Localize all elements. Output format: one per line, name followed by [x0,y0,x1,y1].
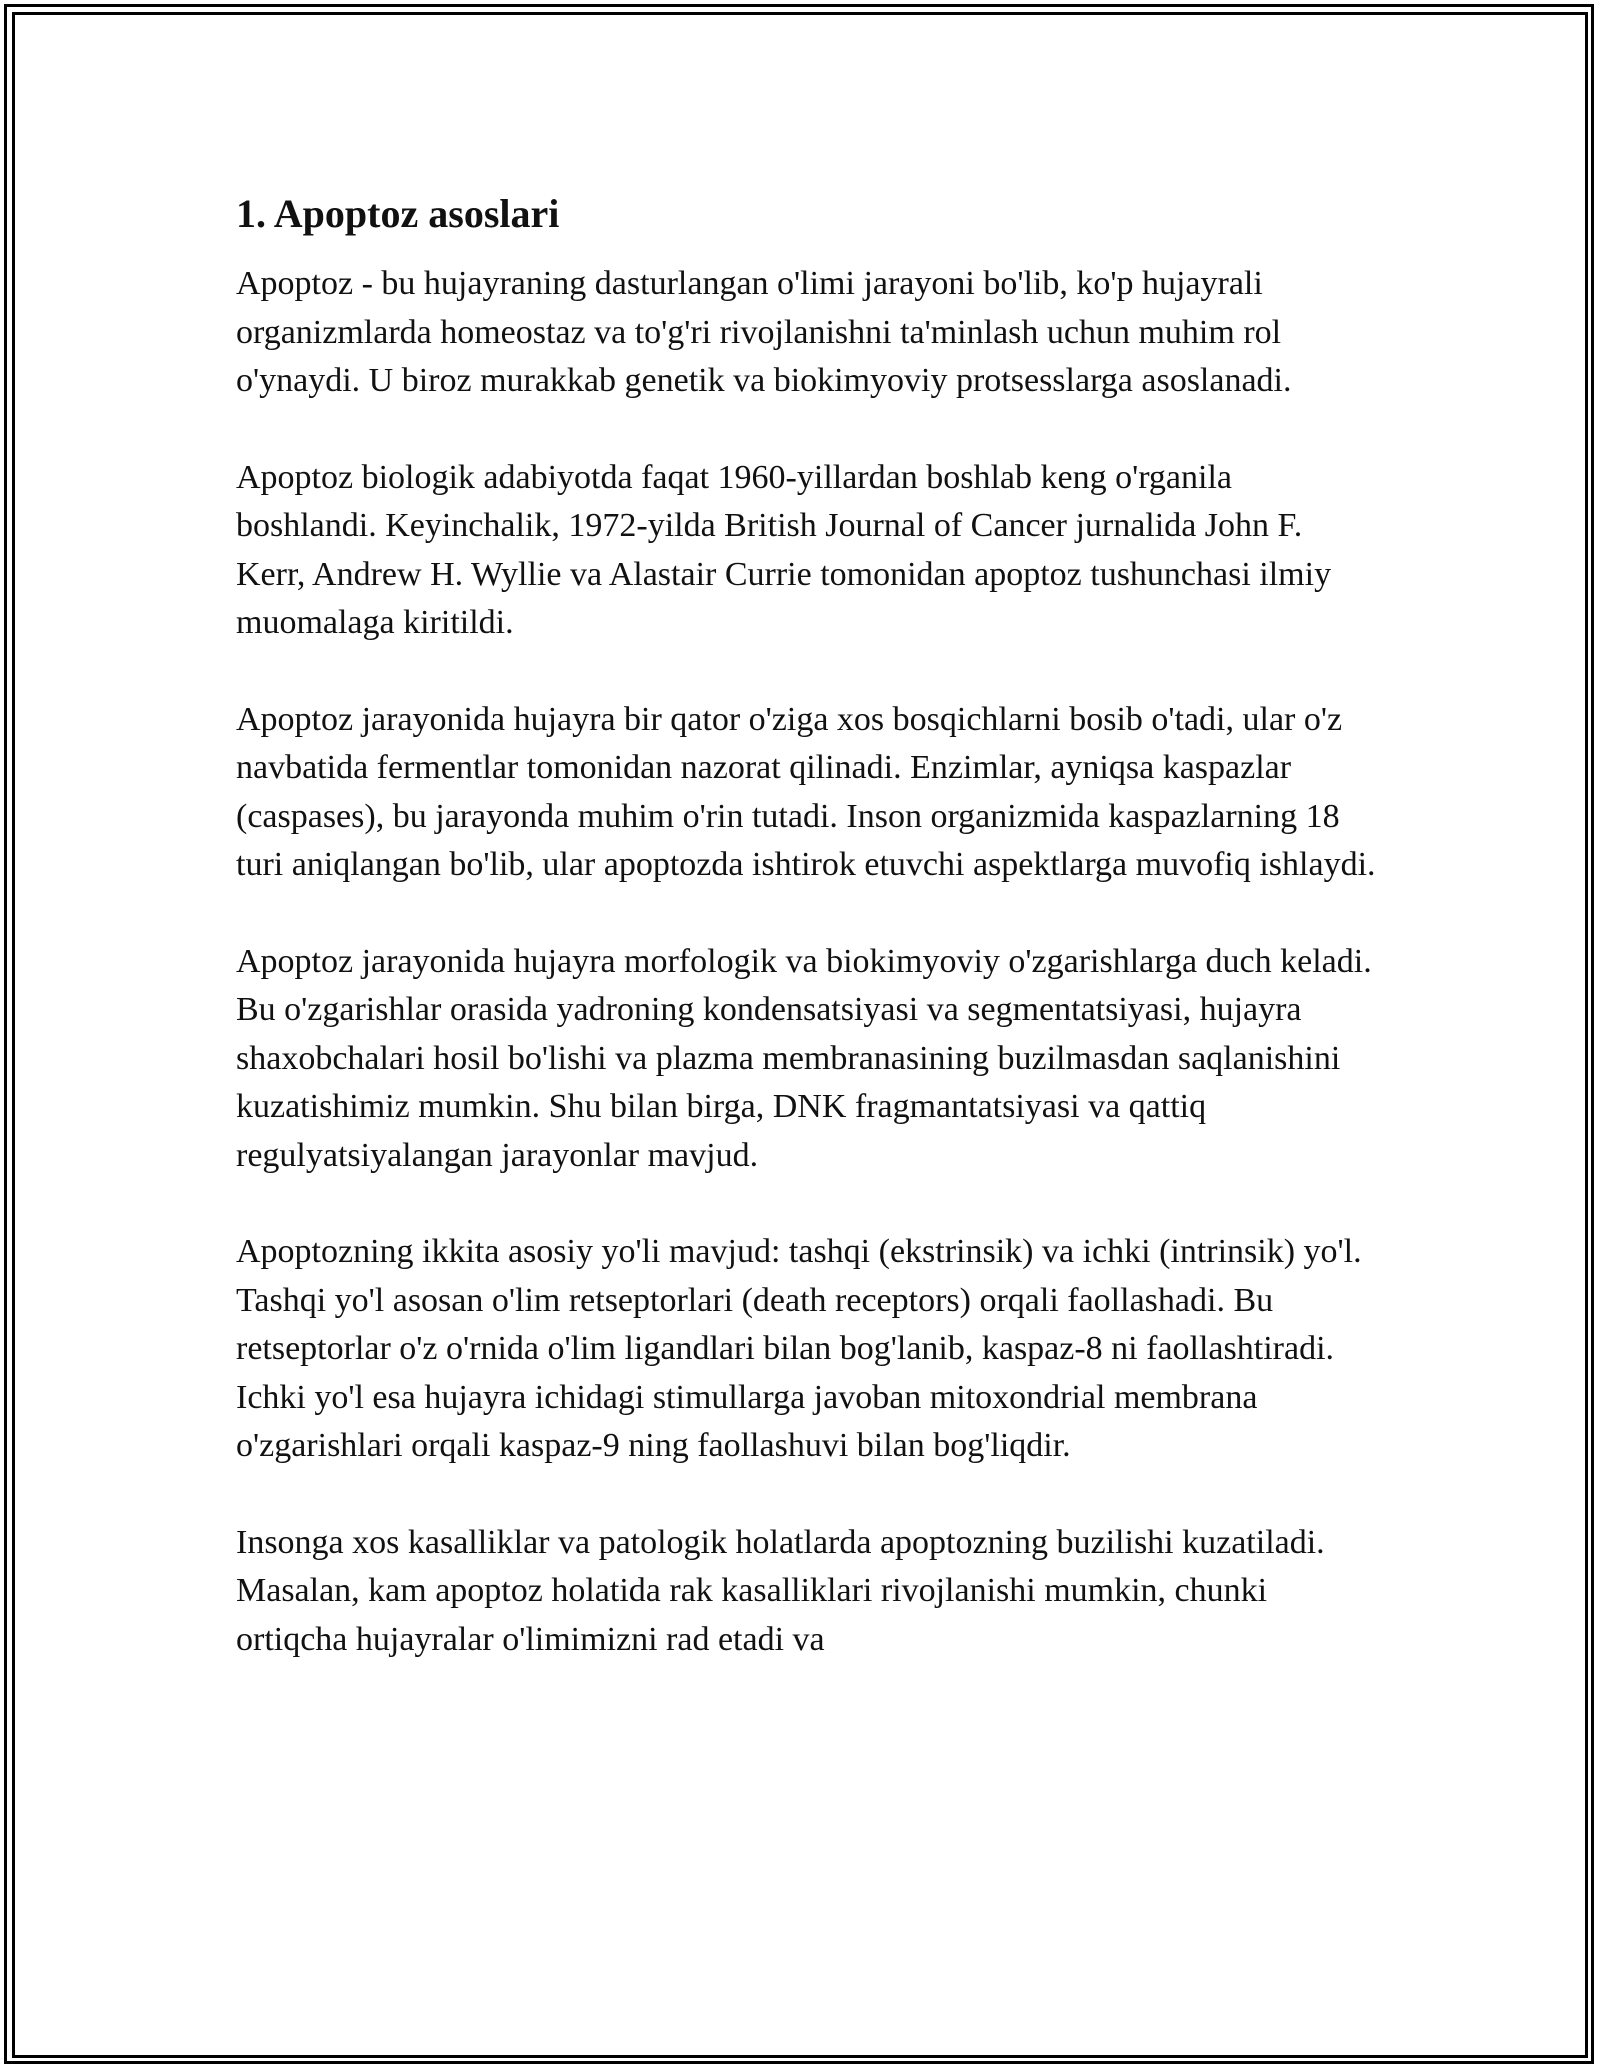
paragraph-1: Apoptoz - bu hujayraning dasturlangan o'limi jarayoni bo'lib, ko'p hujayrali organizmlarda homeostaz va to'g'ri rivojlanishni ta'minlash uchun muhim rol o'ynaydi. U biroz murakkab genetik va biokimyoviy protsesslarga asoslanadi. [236,265,1292,399]
section-heading: 1. Apoptoz asoslari [236,191,560,236]
paragraph-2: Apoptoz biologik adabiyotda faqat 1960-yillardan boshlab keng o'rganila boshlandi. Keyinchalik, 1972-yilda British Journal of Cancer jurnalida John F. Kerr, Andrew H. Wyllie va Alastair Currie tomonidan apoptoz tushunchasi ilmiy muomalaga kiritildi. [236,458,1332,641]
paragraph-3: Apoptoz jarayonida hujayra bir qator o'ziga xos bosqichlarni bosib o'tadi, ular o'z navbatida fermentlar tomonidan nazorat qilinadi. Enzimlar, ayniqsa kaspazlar (caspases), bu jarayonda muhim o'rin tutadi. Inson organizmida kaspazlarning 18 turi aniqlangan bo'lib, ular apoptozda ishtirok etuvchi aspektlarga muvofiq ishlaydi. [236,700,1376,883]
document-body [236,186,1376,1664]
paragraph-6: Insonga xos kasalliklar va patologik holatlarda apoptozning buzilishi kuzatiladi. Masalan, kam apoptoz holatida rak kasalliklari rivojlanishi mumkin, chunki ortiqcha hujayralar o'limimizni rad etadi va [236,1523,1325,1658]
paragraph-4: Apoptoz jarayonida hujayra morfologik va biokimyoviy o'zgarishlarga duch keladi. Bu o'zgarishlar orasida yadroning kondensatsiyasi va segmentatsiyasi, hujayra shaxobchalari hosil bo'lishi va plazma membranasining buzilmasdan saqlanishini kuzatishimiz mumkin. Shu bilan birga, DNK fragmantatsiyasi va qattiq regulyatsiyalangan jarayonlar mavjud. [236,942,1372,1174]
paragraph-5: Apoptozning ikkita asosiy yo'li mavjud: tashqi (ekstrinsik) va ichki (intrinsik) yo'l. Tashqi yo'l asosan o'lim retseptorlari (death receptors) orqali faollashadi. Bu retseptorlar o'z o'rnida o'lim ligandlari bilan bog'lanib, kaspaz-8 ni faollashtiradi. Ichki yo'l esa hujayra ichidagi stimullarga javoban mitoxondrial membrana o'zgarishlari orqali kaspaz-9 ning faollashuvi bilan bog'liqdir. [236,1233,1362,1464]
